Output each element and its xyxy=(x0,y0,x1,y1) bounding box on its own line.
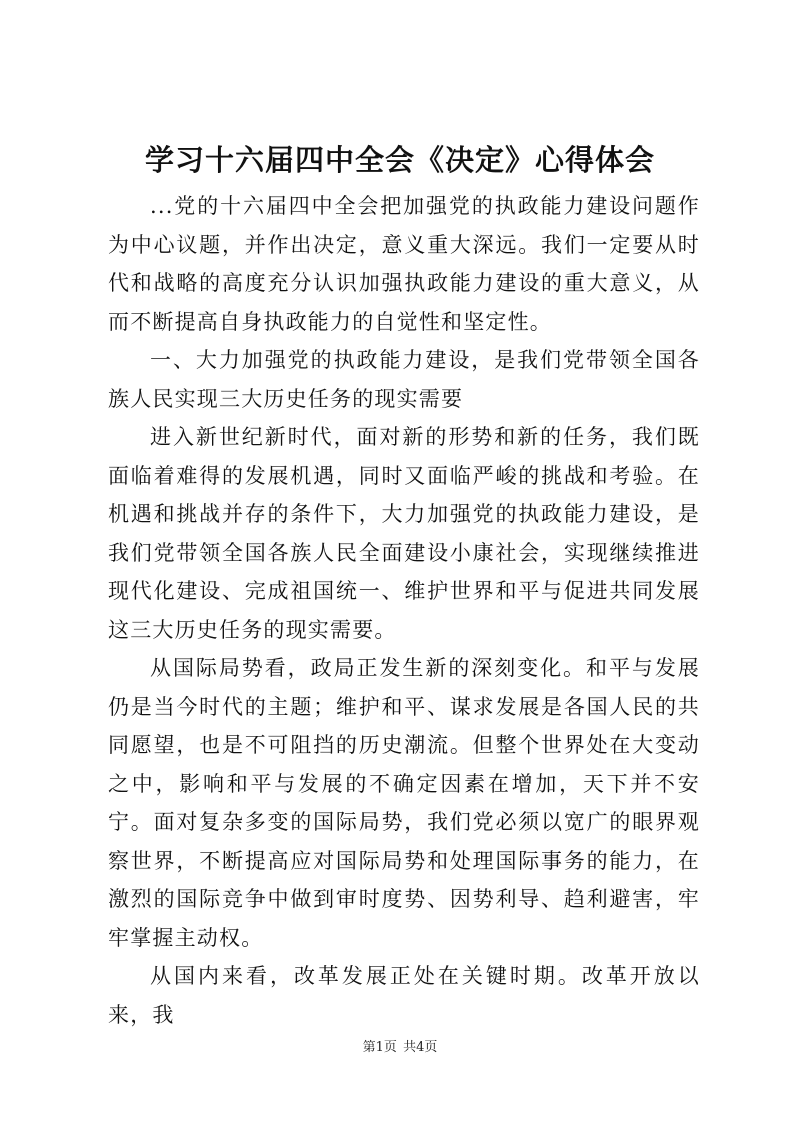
document-title: 学习十六届四中全会《决定》心得体会 xyxy=(144,143,655,177)
document-body xyxy=(108,187,700,1034)
paragraph-domestic: 从国内来看，改革发展正处在关键时期。改革开放以来，我 xyxy=(108,964,700,1027)
page-total: 共4页 xyxy=(403,1040,438,1055)
paragraph-intro: ...党的十六届四中全会把加强党的执政能力建设问题作为中心议题，并作出决定，意义重大深远。我们一定要从时代和战略的高度充分认识加强执政能力建设的重大意义，从而不断提高自身执政能力的自觉性和坚定性。 xyxy=(108,194,700,334)
paragraph-new-era: 进入新世纪新时代，面对新的形势和新的任务，我们既面临着难得的发展机遇，同时又面临严峻的挑战和考验。在机遇和挑战并存的条件下，大力加强党的执政能力建设，是我们党带领全国各族人民全面建设小康社会，实现继续推进现代化建设、完成祖国统一、维护世界和平与促进共同发展这三大历史任务的现实需要。 xyxy=(108,425,700,642)
page-footer xyxy=(0,1038,800,1058)
section-heading-1: 一、大力加强党的执政能力建设，是我们党带领全国各族人民实现三大历史任务的现实需要 xyxy=(108,348,700,411)
page-number: 第1页 xyxy=(362,1040,397,1055)
paragraph-international: 从国际局势看，政局正发生新的深刻变化。和平与发展仍是当今时代的主题；维护和平、谋求发展是各国人民的共同愿望，也是不可阻挡的历史潮流。但整个世界处在大变动之中，影响和平与发展的不确定因素在增加，天下并不安宁。面对复杂多变的国际局势，我们党必须以宽广的眼界观察世界，不断提高应对国际局势和处理国际事务的能力，在激烈的国际竞争中做到审时度势、因势利导、趋利避害，牢牢掌握主动权。 xyxy=(108,656,700,950)
